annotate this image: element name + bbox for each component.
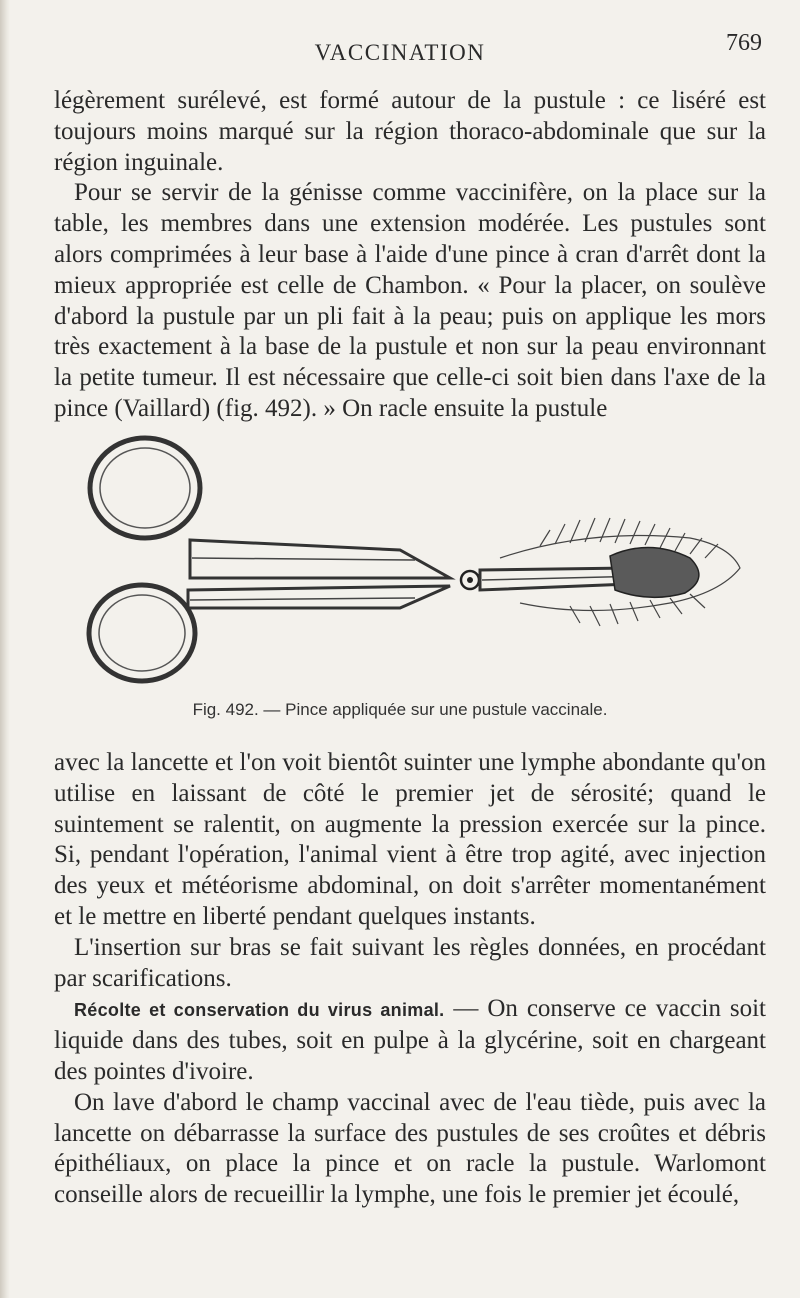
paragraph-insertion: L'insertion sur bras se fait suivant les règles données, en procédant par scarifications. xyxy=(54,933,766,992)
paragraph-lancette: avec la lancette et l'on voit bientôt suinter une lymphe abondante qu'on utilise en laissant de côté le premier jet de sérosité; quand le suintement se ralentit, on augmente la pression exercée sur la pince. Si, pendant l'opération, l'animal vient à être trop agité, avec injection des yeux et météorisme abdominal, on doit s'arrêter momentanément et le mettre en liberté pendant quelques instants. xyxy=(54,749,766,930)
figure-caption: Fig. 492. — Pince appliquée sur une pustule vaccinale. xyxy=(192,700,608,719)
paragraph-recolte xyxy=(54,994,766,1087)
page-header xyxy=(0,30,800,70)
text-block-bottom xyxy=(54,748,766,1211)
forceps-lower-shank xyxy=(188,586,450,608)
running-title: VACCINATION xyxy=(314,40,486,65)
paragraph-recolte-text: — On conserve ce vaccin soit liquide dans des tubes, soit en pulpe à la glycérine, soit en chargeant des pointes d'ivoire. xyxy=(54,995,766,1085)
paragraph-lavage: On lave d'abord le champ vaccinal avec de l'eau tiède, puis avec la lancette on débarrasse la surface des pustules de ses croûtes et débris épithéliaux, on place la pince et on racle la pustule. Warlomont conseille alors de recueillir la lymphe, une fois le premier jet écoulé, xyxy=(54,1088,766,1209)
paragraph-continuation: légèrement surélevé, est formé autour de la pustule : ce liséré est toujours moins marqué sur la région thoraco-abdominale que sur la région inguinale. xyxy=(54,87,766,176)
section-title: Récolte et conservation du virus animal. xyxy=(74,1000,445,1021)
paragraph-vaccinifere: Pour se servir de la génisse comme vaccinifère, on la place sur la table, les membres dans une extension modérée. Les pustules sont alors comprimées à leur base à l'aide d'une pince à cran d'arrêt dont la mieux appropriée est celle de Chambon. « Pour la placer, on soulève d'abord la pustule par un pli fait à la peau; puis on applique les mors très exactement à la base de la pustule et non sur la peau environnant la petite tumeur. Il est nécessaire que celle-ci soit bien dans l'axe de la pince (Vaillard) (fig. 492). » On racle ensuite la pustule xyxy=(54,179,766,422)
figure-forceps-illustration xyxy=(70,418,750,688)
page-number: 769 xyxy=(726,30,762,56)
pustule xyxy=(610,547,699,597)
page-binding-edge xyxy=(0,0,10,1298)
text-block-top xyxy=(54,86,766,425)
